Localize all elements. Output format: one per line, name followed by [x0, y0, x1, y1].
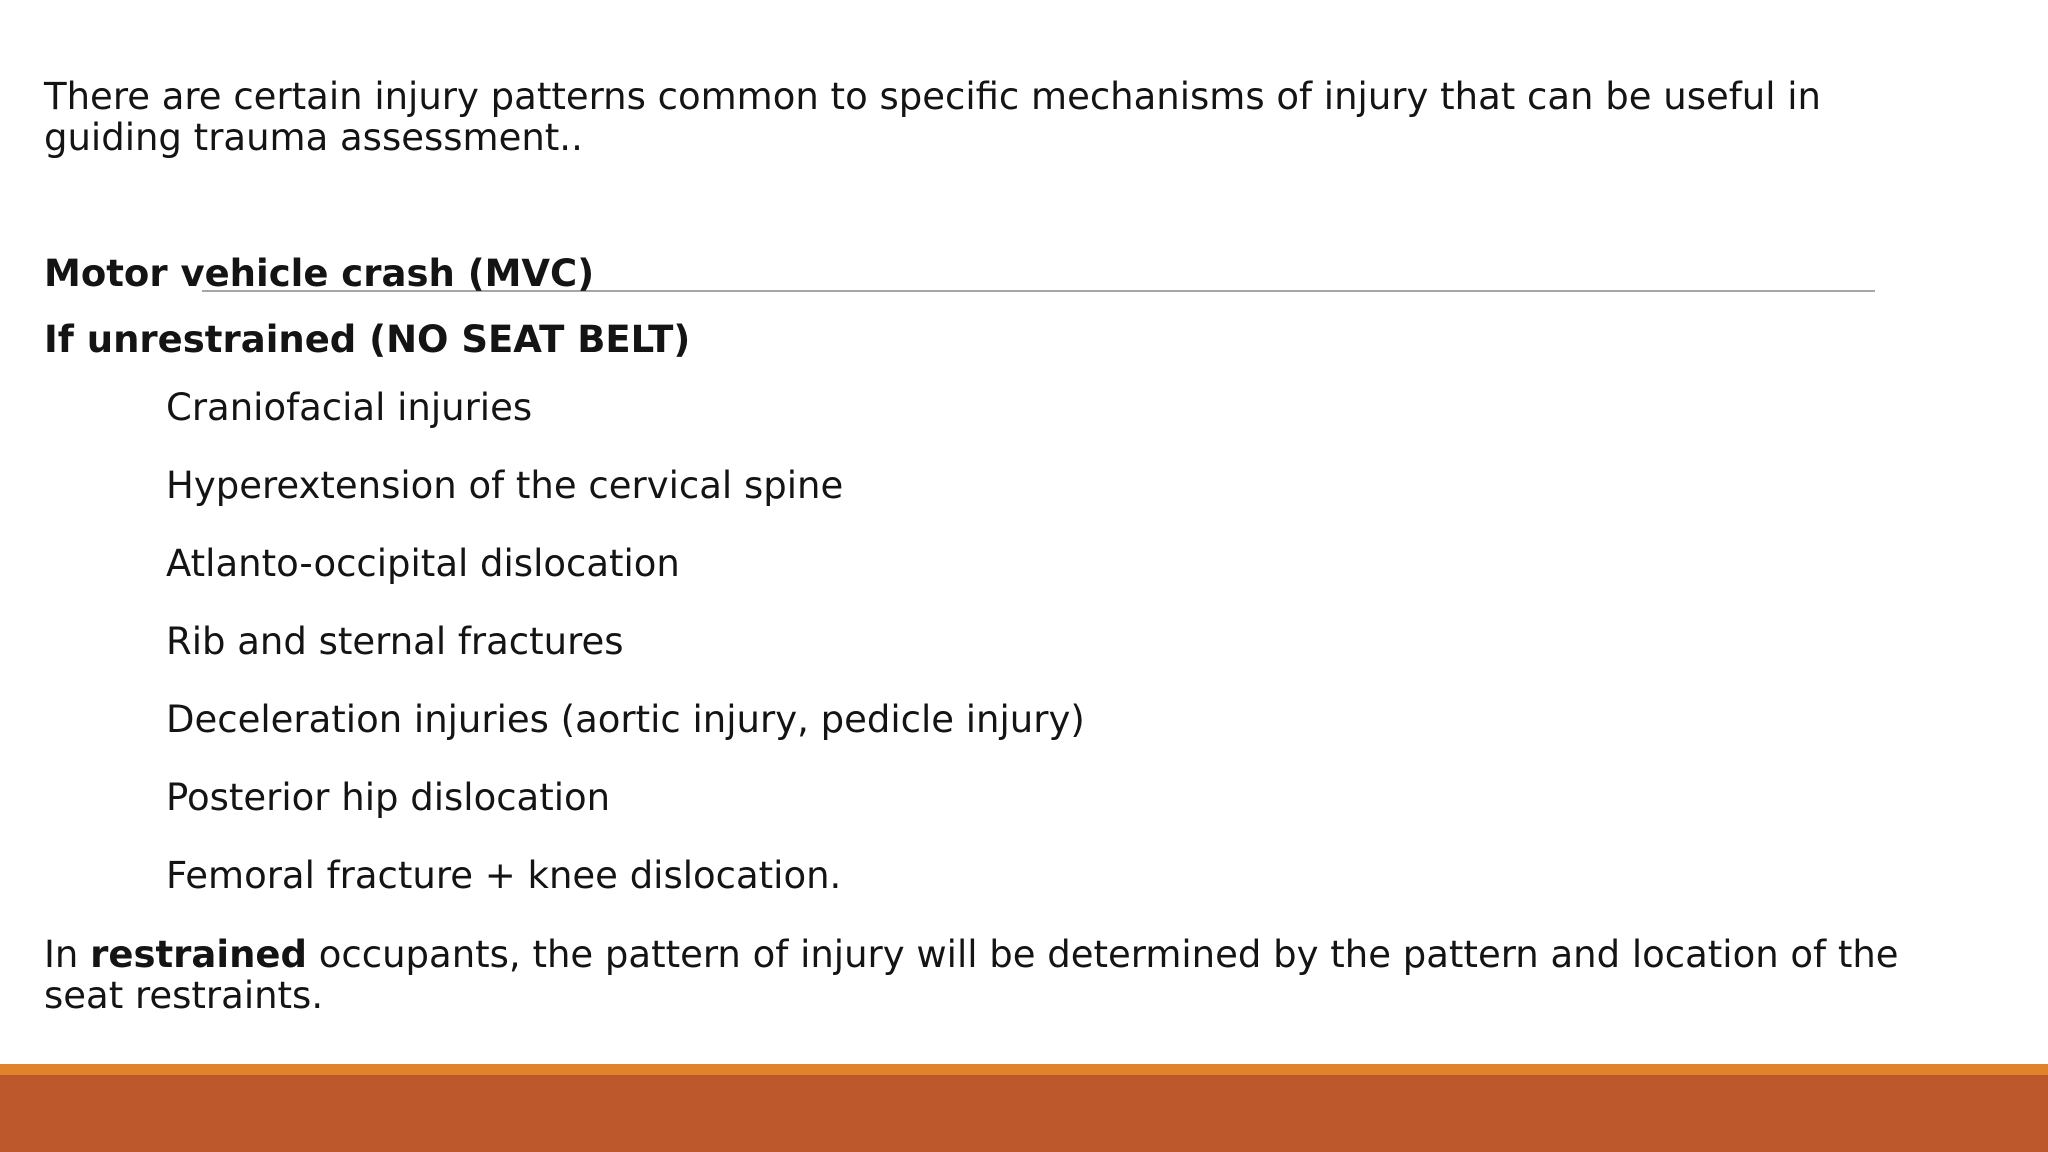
closing-paragraph: [44, 934, 1964, 1016]
list-item: Posterior hip dislocation: [166, 776, 611, 819]
list-item: Atlanto-occipital dislocation: [166, 542, 680, 585]
closing-prefix: In: [44, 933, 91, 976]
footer-accent-bar: [0, 1064, 2048, 1075]
list-item: Craniofacial injuries: [166, 386, 533, 429]
heading-motor-vehicle-crash: Motor vehicle crash (MVC): [44, 252, 595, 295]
list-item: Rib and sternal fractures: [166, 620, 624, 663]
injury-list: [166, 385, 1085, 931]
closing-emphasis: restrained: [90, 933, 307, 976]
intro-paragraph: There are certain injury patterns common to specific mechanisms of injury that can be useful in guiding trauma assessment..: [44, 75, 1822, 159]
list-item: Femoral fracture + knee dislocation.: [166, 854, 842, 897]
list-item: Hyperextension of the cervical spine: [166, 464, 844, 507]
closing-suffix: occupants, the pattern of injury will be determined by the pattern and location of the seat restraints.: [44, 933, 1899, 1017]
list-item: Deceleration injuries (aortic injury, pedicle injury): [166, 698, 1085, 741]
heading-unrestrained: If unrestrained (NO SEAT BELT): [44, 318, 691, 361]
footer-bar: [0, 1075, 2048, 1152]
